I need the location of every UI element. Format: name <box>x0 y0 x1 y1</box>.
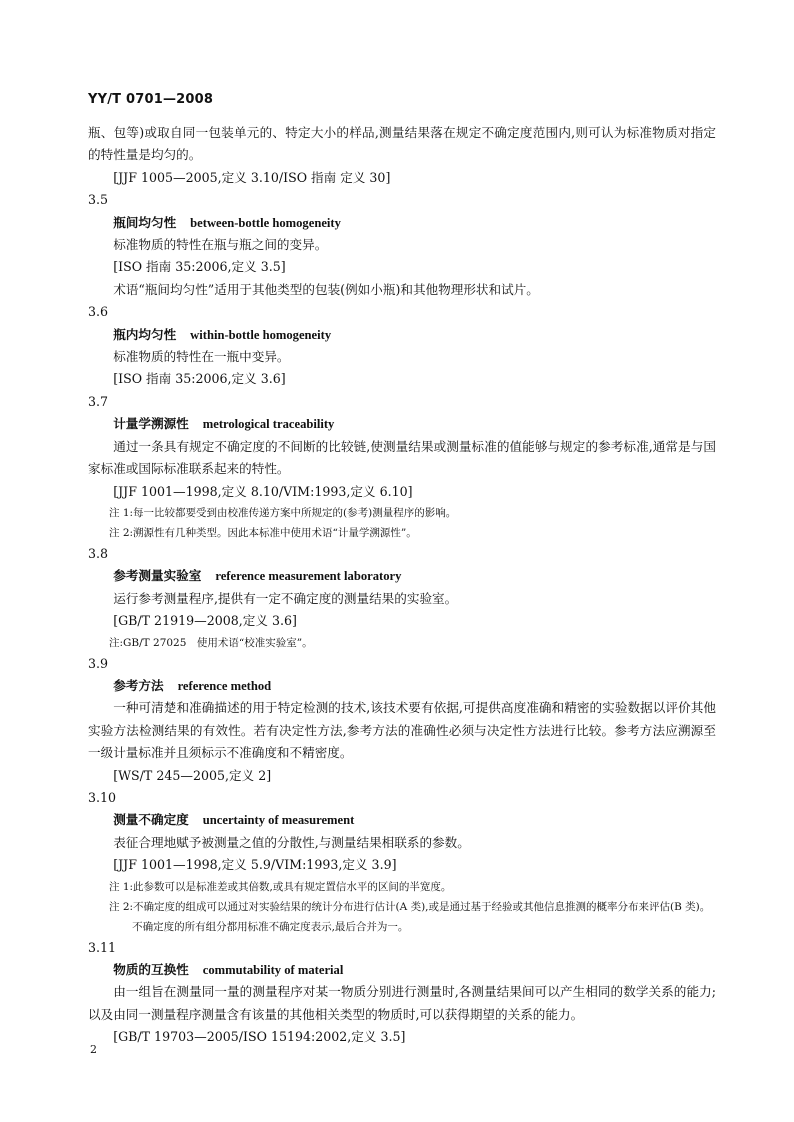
term-heading <box>88 212 716 234</box>
intro-continuation: 瓶、包等)或取自同一包装单元的、特定大小的样品,测量结果落在规定不确定度范围内,则可认为标准物质对指定的特性量是均匀的。 <box>88 125 716 163</box>
section-number: 3.11 <box>88 939 117 955</box>
section-3-10 <box>88 787 716 937</box>
term-en: reference measurement laboratory <box>215 569 402 584</box>
note-item: 注 2:溯源性有几种类型。因此本标准中使用术语“计量学溯源性”。 <box>109 526 417 539</box>
term-en: commutability of material <box>202 963 344 977</box>
term-definition: 标准物质的特性在一瓶中变异。 <box>113 349 290 365</box>
term-reference: [GB/T 19703—2005/ISO 15194:2002,定义 3.5] <box>113 1029 406 1045</box>
intro-reference: [JJF 1005—2005,定义 3.10/ISO 指南 定义 30] <box>113 169 391 185</box>
section-number: 3.6 <box>88 304 109 320</box>
term-definition: 由一组旨在测量同一量的测量程序对某一物质分别进行测量时,各测量结果间可以产生相同的数学关系的能力;以及由同一测量程序测量含有该量的其他相关类型的物质时,可以获得期望的关系的能力。 <box>88 984 716 1022</box>
note-item: 注:GB/T 27025 使用术语“校准实验室”。 <box>109 636 313 649</box>
term-en: uncertainty of measurement <box>202 813 355 828</box>
note-item-text: 注 2:不确定度的组成可以通过对实验结果的统计分布进行估计(A 类),或是通过基于经验或其他信息推测的概率分布来评估(B 类)。不确定度的所有组分都用标准不确定度表示,最后合并为一。 <box>109 900 711 933</box>
term-cn: 瓶间均匀性 <box>113 214 177 230</box>
section-number: 3.8 <box>88 545 109 561</box>
section-3-11 <box>88 937 716 1049</box>
term-cn: 参考方法 <box>113 677 164 693</box>
term-definition: 表征合理地赋予被测量之值的分散性,与测量结果相联系的参数。 <box>113 834 470 850</box>
section-3-9 <box>88 653 716 787</box>
section-3-5 <box>88 189 716 301</box>
term-heading <box>88 413 716 435</box>
term-en: within-bottle homogeneity <box>190 327 332 342</box>
term-cn: 物质的互换性 <box>113 962 189 977</box>
section-number: 3.5 <box>88 192 109 208</box>
term-reference: [JJF 1001—1998,定义 5.9/VIM:1993,定义 3.9] <box>113 857 397 873</box>
term-definition: 运行参考测量程序,提供有一定不确定度的测量结果的实验室。 <box>113 590 458 606</box>
term-reference: [GB/T 21919—2008,定义 3.6] <box>113 613 297 629</box>
document-body <box>88 122 716 1049</box>
term-heading <box>88 565 716 587</box>
term-reference: [WS/T 245—2005,定义 2] <box>113 767 272 783</box>
term-en: reference method <box>177 678 272 693</box>
term-heading <box>88 959 716 981</box>
term-cn: 计量学溯源性 <box>113 416 189 432</box>
term-cn: 瓶内均匀性 <box>113 326 177 342</box>
note-item <box>88 897 716 937</box>
section-number: 3.10 <box>88 789 117 805</box>
term-cn: 测量不确定度 <box>113 812 189 828</box>
term-definition: 通过一条具有规定不确定度的不间断的比较链,使测量结果或测量标准的值能够与规定的参考标准,通常是与国家标准或国际标准联系起来的特性。 <box>88 438 716 477</box>
note-item: 注 1:此参数可以是标准差或其倍数,或具有规定置信水平的区间的半宽度。 <box>109 880 452 893</box>
section-3-7 <box>88 391 716 543</box>
term-heading <box>88 809 716 831</box>
term-en: metrological traceability <box>202 417 335 432</box>
term-definition: 一种可清楚和准确描述的用于特定检测的技术,该技术要有依据,可提供高度准确和精密的实验数据以评价其他实验方法检测结果的有效性。若有决定性方法,参考方法的准确性必须与决定性方法进行比较。参考方法应溯源至一级计量标准并且须标示不准确度和不精密度。 <box>88 700 716 761</box>
term-heading <box>88 675 716 697</box>
term-reference: [JJF 1001—1998,定义 8.10/VIM:1993,定义 6.10] <box>113 483 413 499</box>
section-number: 3.9 <box>88 655 109 671</box>
section-3-8 <box>88 543 716 653</box>
term-reference: [ISO 指南 35:2006,定义 3.6] <box>113 371 286 387</box>
term-extra-text: 术语“瓶间均匀性”适用于其他类型的包装(例如小瓶)和其他物理形状和试片。 <box>113 281 539 297</box>
term-definition: 标准物质的特性在瓶与瓶之间的变异。 <box>113 237 328 253</box>
term-heading <box>88 324 716 346</box>
term-reference: [ISO 指南 35:2006,定义 3.5] <box>113 259 286 275</box>
section-3-6 <box>88 301 716 391</box>
standard-code-header: YY/T 0701—2008 <box>88 92 214 107</box>
page-number: 2 <box>90 1043 97 1056</box>
term-en: between-bottle homogeneity <box>190 215 341 230</box>
note-item: 注 1:每一比较都要受到由校准传递方案中所规定的(参考)测量程序的影响。 <box>109 506 457 519</box>
section-number: 3.7 <box>88 393 109 409</box>
term-cn: 参考测量实验室 <box>113 568 202 584</box>
